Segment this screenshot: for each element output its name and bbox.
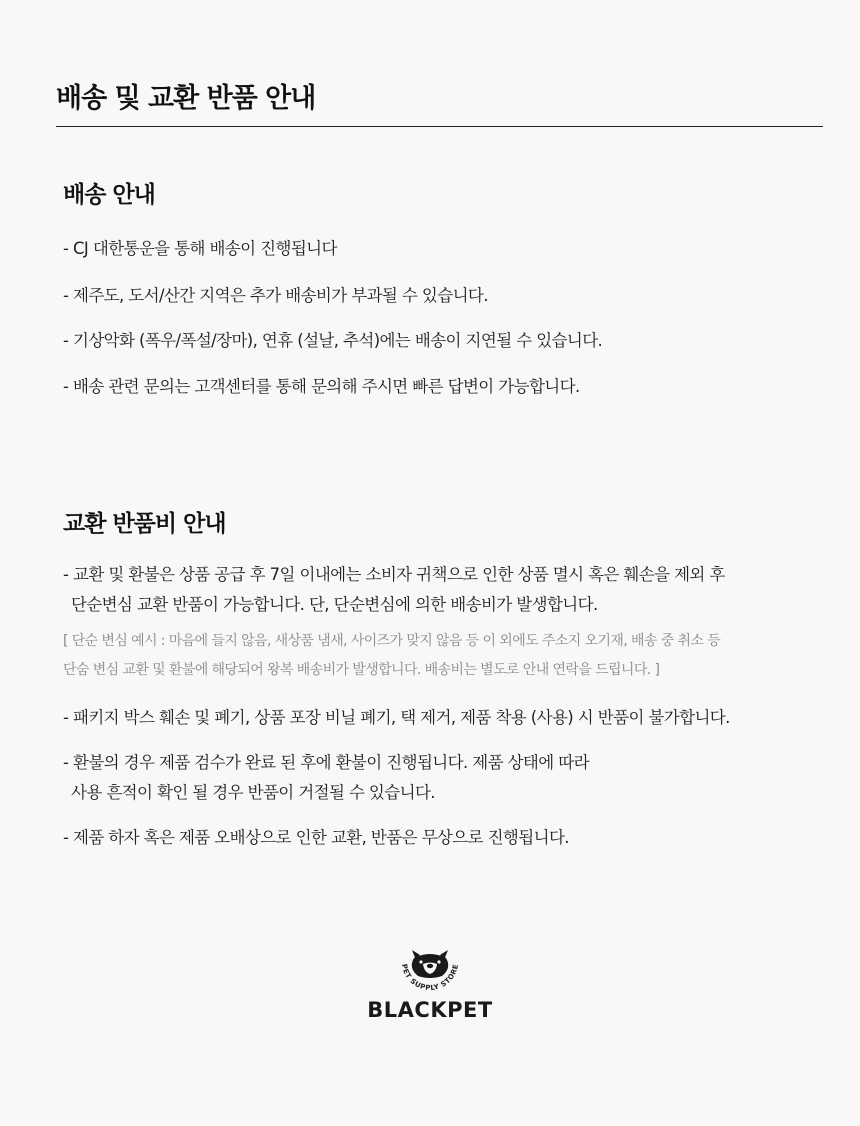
title-divider (56, 126, 823, 127)
returns-note-cont: 단숨 변심 교환 및 환불에 해당되어 왕복 배송비가 발생합니다. 배송비는 별도로 안내 연락을 드립니다. ] (63, 662, 660, 678)
returns-heading: 교환 반품비 안내 (63, 511, 226, 537)
returns-item-2: - 패키지 박스 훼손 및 폐기, 상품 포장 비닐 폐기, 택 제거, 제품 착용 (사용) 시 반품이 불가합니다. (63, 708, 730, 727)
returns-item-1-cont: 단순변심 교환 반품이 가능합니다. 단, 단순변심에 의한 배송비가 발생합니다. (71, 595, 598, 614)
shipping-line: - CJ 대한통운을 통해 배송이 진행됩니다 (63, 239, 337, 258)
logo-wordmark: BLACKPET (367, 998, 493, 1022)
shipping-heading: 배송 안내 (63, 182, 155, 208)
returns-note: [ 단순 변심 예시 : 마음에 들지 않음, 새상품 냄새, 사이즈가 맞지 않음 등 이 외에도 주소지 오기재, 배송 중 취소 등 (63, 633, 721, 649)
brand-logo (360, 948, 500, 1028)
returns-item-3: - 환불의 경우 제품 검수가 완료 된 후에 환불이 진행됩니다. 제품 상태에 따라 (63, 753, 589, 772)
shipping-line: - 제주도, 도서/산간 지역은 추가 배송비가 부과될 수 있습니다. (63, 286, 488, 305)
shipping-line: - 배송 관련 문의는 고객센터를 통해 문의해 주시면 빠른 답변이 가능합니다. (63, 377, 580, 396)
returns-item-4: - 제품 하자 혹은 제품 오배상으로 인한 교환, 반품은 무상으로 진행됩니다. (63, 828, 569, 847)
returns-item-1: - 교환 및 환불은 상품 공급 후 7일 이내에는 소비자 귀책으로 인한 상품 멸시 혹은 훼손을 제외 후 (63, 565, 725, 584)
returns-item-3-cont: 사용 흔적이 확인 될 경우 반품이 거절될 수 있습니다. (71, 783, 435, 802)
dog-head-icon (390, 948, 470, 998)
shipping-line: - 기상악화 (폭우/폭설/장마), 연휴 (설날, 추석)에는 배송이 지연될 수 있습니다. (63, 331, 603, 350)
page-title: 배송 및 교환 반품 안내 (56, 83, 316, 114)
logo-tagline: PET SUPPLY STORE (399, 963, 460, 993)
